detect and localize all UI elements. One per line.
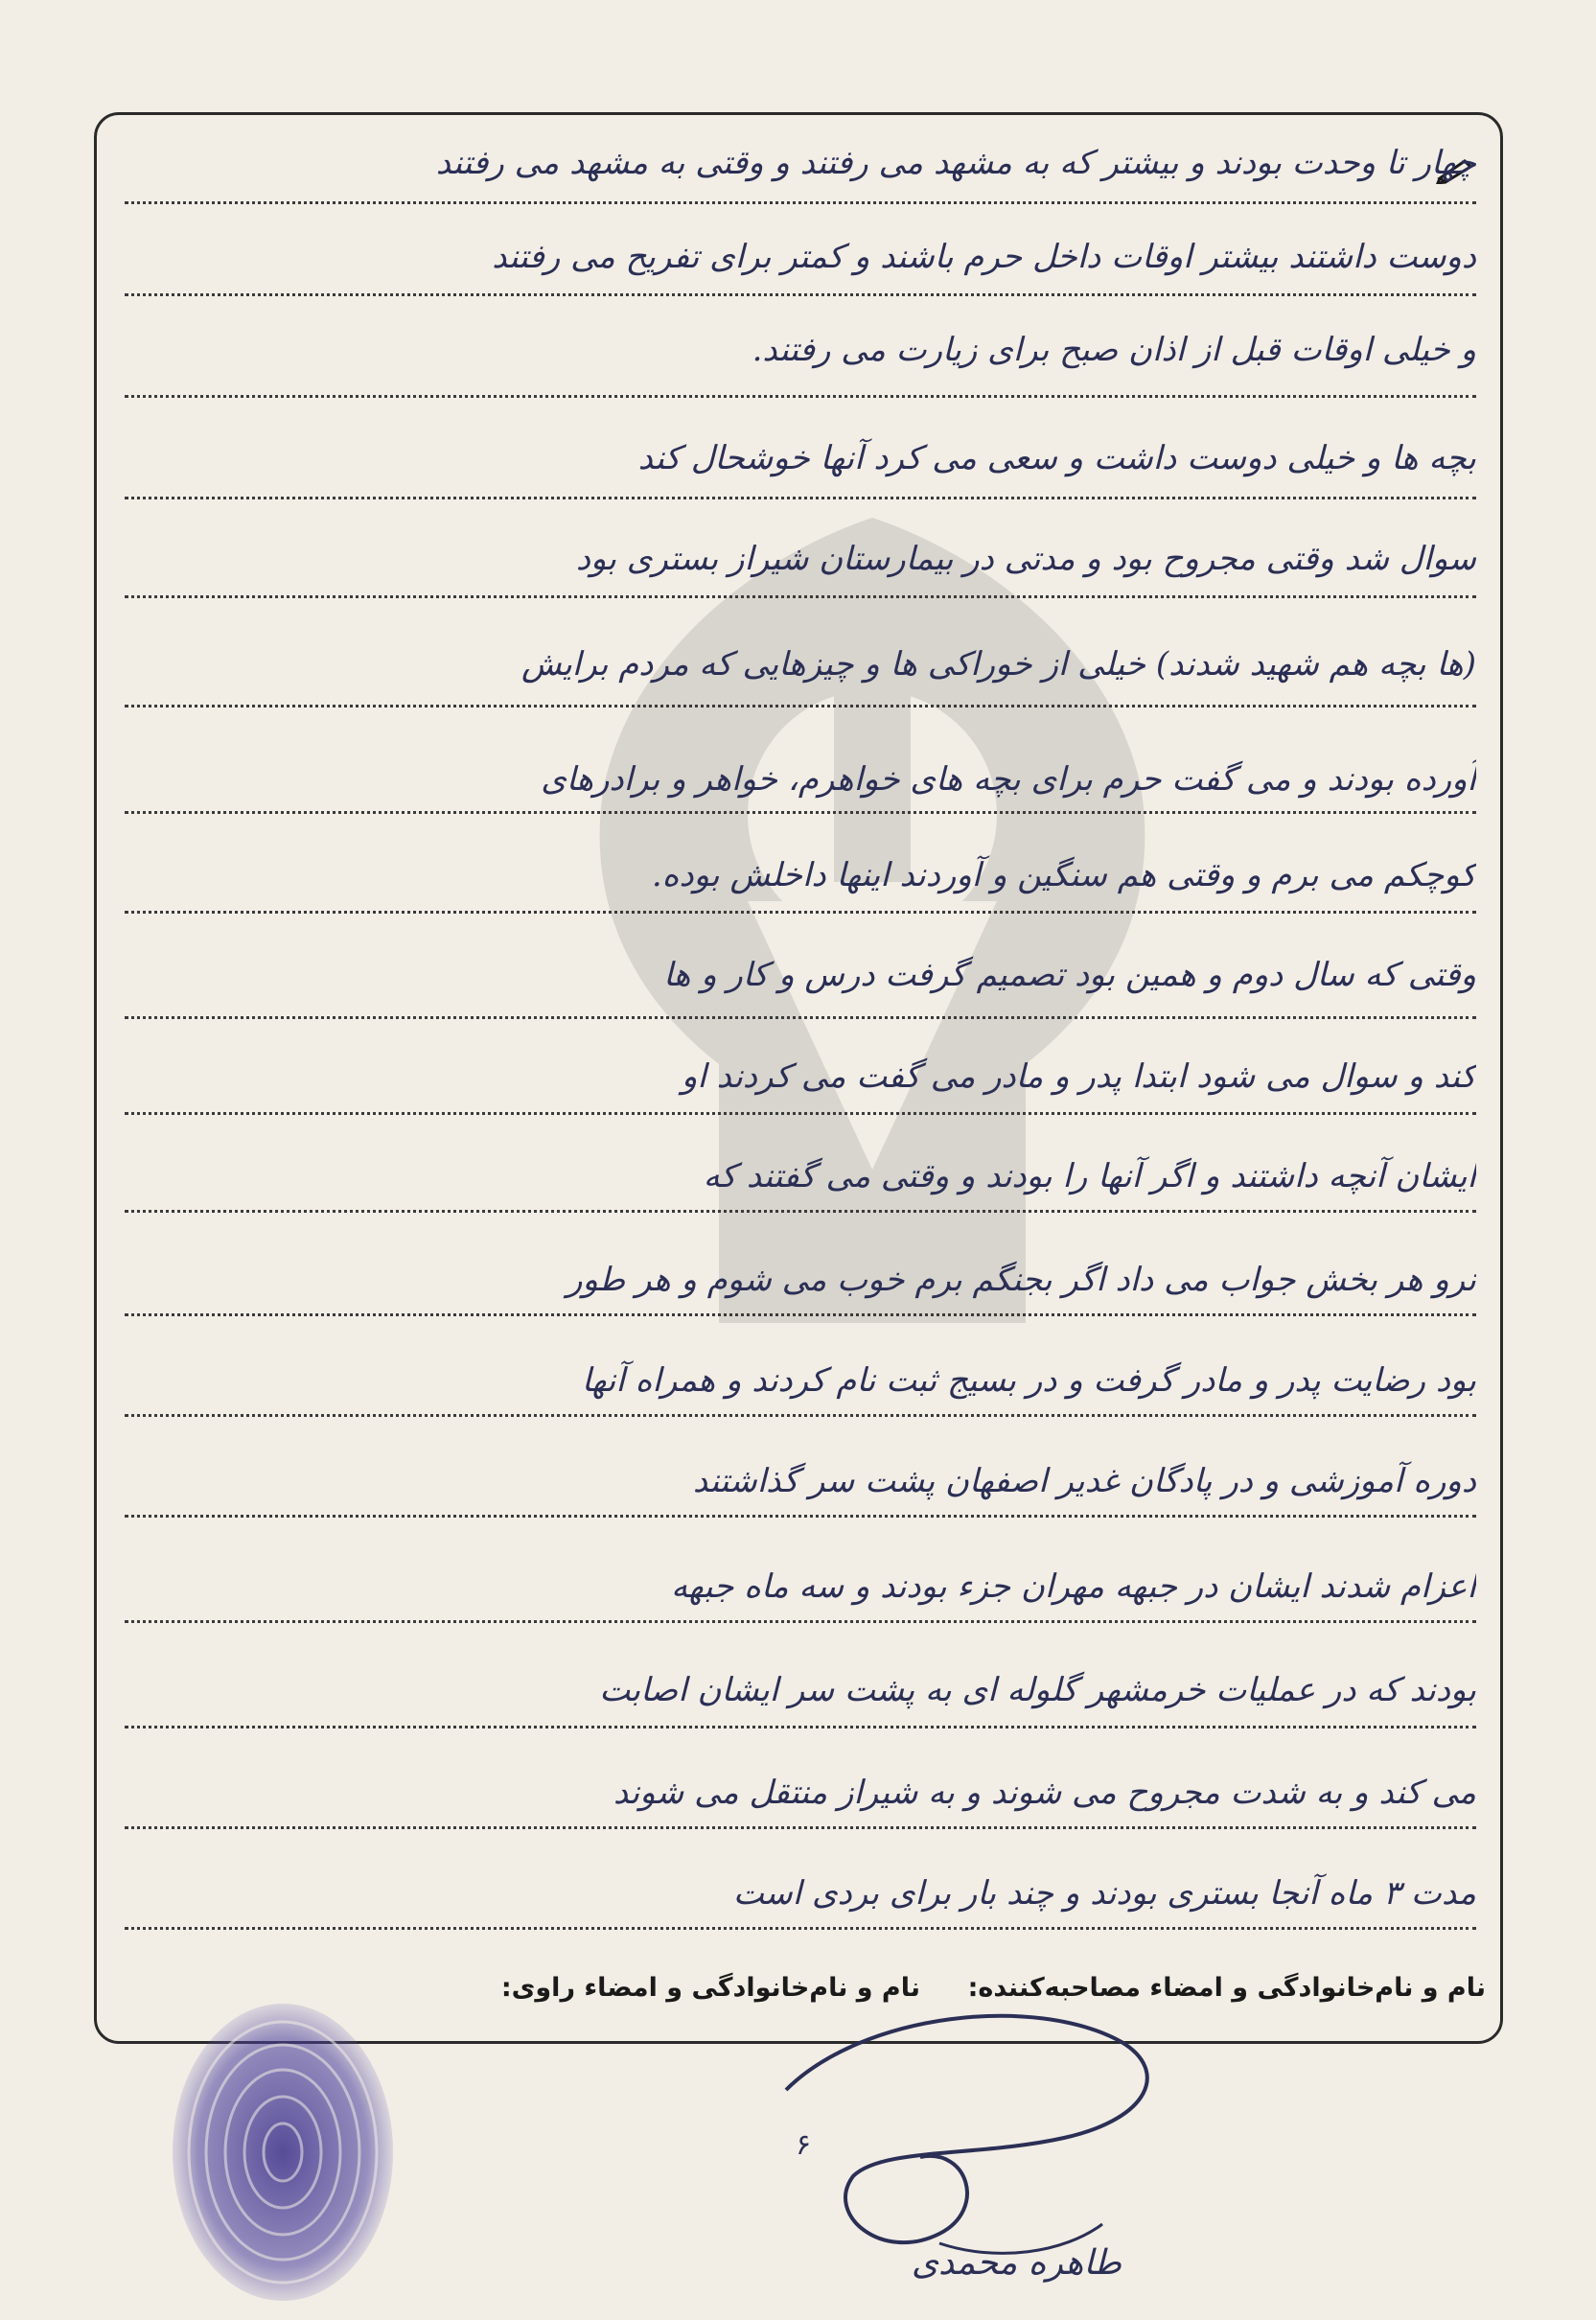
interviewer-signature-label: نام و نام‌خانوادگی و امضاء مصاحبه‌کننده: xyxy=(967,1973,1486,2003)
text-line: آورده بودند و می گفت حرم برای بچه های خواهرم، خواهر و برادرهای xyxy=(541,760,1476,799)
dotted-rule xyxy=(125,395,1476,398)
dotted-rule xyxy=(125,705,1476,708)
text-line: دوره آموزشی و در پادگان غدیر اصفهان پشت سر گذاشتند xyxy=(692,1462,1476,1500)
text-line: دوست داشتند بیشتر اوقات داخل حرم باشند و کمتر برای تفریح می رفتند xyxy=(492,238,1476,276)
dotted-rule xyxy=(125,293,1476,296)
text-line: سوال شد وقتی مجروح بود و مدتی در بیمارستان شیراز بستری بود xyxy=(575,540,1476,578)
dotted-rule xyxy=(125,1726,1476,1728)
dotted-rule xyxy=(125,1210,1476,1213)
text-line: چهار تا وحدت بودند و بیشتر که به مشهد می رفتند و وقتی به مشهد می رفتند xyxy=(435,144,1476,182)
dotted-rule xyxy=(125,1313,1476,1316)
text-line: می کند و به شدت مجروح می شوند و به شیراز منتقل می شوند xyxy=(613,1774,1476,1812)
dotted-rule xyxy=(125,1826,1476,1829)
text-line: نرو هر بخش جواب می داد اگر بجنگم برم خوب می شوم و هر طور xyxy=(567,1261,1476,1299)
text-line: (ها بچه هم شهید شدند) خیلی از خوراکی ها و چیزهایی که مردم برایش xyxy=(520,645,1476,684)
text-line: ایشان آنچه داشتند و اگر آنها را بودند و وقتی می گفتند که xyxy=(703,1157,1476,1195)
dotted-rule xyxy=(125,1927,1476,1930)
dotted-rule xyxy=(125,1620,1476,1623)
text-line: بود رضایت پدر و مادر گرفت و در بسیج ثبت نام کردند و همراه آنها xyxy=(581,1361,1476,1400)
dotted-rule xyxy=(125,595,1476,598)
dotted-rule xyxy=(125,811,1476,814)
text-line: کند و سوال می شود ابتدا پدر و مادر می گفت می کردند او xyxy=(681,1057,1476,1096)
signer-name: طاهره محمدی xyxy=(911,2243,1122,2283)
dotted-rule xyxy=(125,201,1476,204)
dotted-rule xyxy=(125,497,1476,499)
page-number: ۶ xyxy=(796,2128,812,2162)
text-line: مدت ۳ ماه آنجا بستری بودند و چند بار برای بردی است xyxy=(732,1874,1476,1913)
text-line: بچه ها و خیلی دوست داشت و سعی می کرد آنها خوشحال کند xyxy=(637,439,1476,477)
text-line: کوچکم می برم و وقتی هم سنگین و آوردند اینها داخلش بوده. xyxy=(651,856,1476,894)
narrator-signature-label: نام و نام‌خانوادگی و امضاء راوی: xyxy=(500,1973,920,2003)
text-line: وقتی که سال دوم و همین بود تصمیم گرفت درس و کار و ها xyxy=(663,956,1476,994)
fingerprint-stamp xyxy=(163,1994,403,2310)
text-line: و خیلی اوقات قبل از اذان صبح برای زیارت می رفتند. xyxy=(752,331,1476,369)
dotted-rule xyxy=(125,911,1476,914)
dotted-rule xyxy=(125,1016,1476,1019)
text-line: بودند که در عملیات خرمشهر گلوله ای به پشت سر ایشان اصابت xyxy=(599,1671,1476,1709)
dotted-rule xyxy=(125,1414,1476,1417)
dotted-rule xyxy=(125,1515,1476,1518)
dotted-rule xyxy=(125,1112,1476,1115)
text-line: اعزام شدند ایشان در جبهه مهران جزء بودند و سه ماه جبهه xyxy=(671,1567,1476,1606)
